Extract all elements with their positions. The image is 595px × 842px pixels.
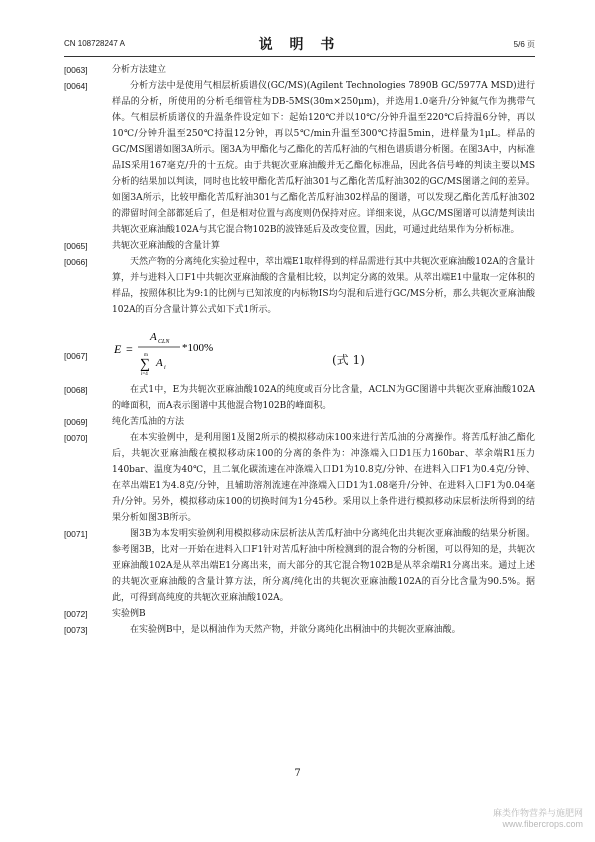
paragraph-number: [0064]: [64, 81, 88, 91]
formula-equation: [104, 322, 264, 380]
site-watermark: [493, 808, 583, 830]
section-title: 说 明 书: [258, 37, 341, 53]
document-body: [64, 62, 535, 638]
formula-denominator: A: [156, 357, 163, 369]
header-rule: [64, 56, 535, 57]
paragraph-0063: [64, 62, 535, 78]
paragraph-0065: [64, 238, 535, 254]
formula-multiplier: *100%: [182, 342, 214, 354]
paragraph-text: 在实验例B中，是以桐油作为天然产物，并欲分离纯化出桐油中的共轭次亚麻油酸。: [130, 625, 461, 635]
paragraph-0066: [64, 254, 535, 318]
paragraph-number: [0072]: [64, 609, 88, 619]
formula-denominator-subscript: i: [164, 365, 166, 371]
sum-upper-limit: m: [144, 353, 148, 358]
paragraph-0073: [64, 622, 535, 638]
paragraph-number: [0065]: [64, 241, 88, 251]
paragraph-number: [0069]: [64, 417, 88, 427]
formula-numerator-subscript: CLN: [158, 339, 170, 345]
paragraph-number: [0070]: [64, 433, 88, 443]
paragraph-text: 分析方法中是使用气相层析质谱仪(GC/MS)(Agilent Technologies 7890B GC/5977A MSD)进行样品的分析，所使用的分析毛细管柱为DB-5MS(30m×250μm)，并选用1.0毫升/分钟氦气作为携带气体。气相层析质谱仪的升温条件设定如下：起始120℃并以10℃/分钟升温至220℃后持温6分钟，再以10℃/分钟升温至250℃持温12分钟，再以5℃/min升温至300℃持温5min，进样量为1μL。样品的GC/MS图谱如图3A所示。图3A为甲酯化与乙酯化的苦瓜籽油的气相色谱质谱分析图。在图3A中，内标准品IS采用167毫克/升的十五烷。由于共轭次亚麻油酸并无乙酯化标准品，因此各信号峰的判读主要以MS分析的结果加以判读，同时也比较甲酯化苦瓜籽油301与乙酯化苦瓜籽油302的GC/MS图谱之间的差异。如图3A所示，比较甲酯化苦瓜籽油301与乙酯化苦瓜籽油302样品的图谱，可以发现乙酯化苦瓜籽油302的滞留时间全部都延后了，但是相对位置与高度则仍保持对应。详细来说，从GC/MS图谱可以清楚判读出共轭次亚麻油酸102A与其它混合物102B的波锋延后及改变位置，因此，可通过此结果作为分析标准。: [112, 81, 535, 235]
paragraph-number: [0066]: [64, 257, 88, 267]
formula-lhs: E: [114, 342, 122, 356]
formula-numerator: A: [150, 331, 157, 343]
paragraph-text: 图3B为本发明实验例利用模拟移动床层析法从苦瓜籽油中分离纯化出共轭次亚麻油酸的结果分析图。参考图3B，比对一开始在进料入口F1针对苦瓜籽油中所检测到的混合物的分析图，可以得知的是，共轭次亚麻油酸102A是从萃出端E1分离出来，而大部分的其它混合物102B是从萃余端R1分离出来。通过上述的共轭次亚麻油酸的含量计算方法，所分离/纯化出的共轭次亚麻油酸102A的百分比含量为90.5%。据此，可得到高纯度的共轭次亚麻油酸102A。: [112, 529, 535, 603]
paragraph-heading: 纯化苦瓜油的方法: [112, 417, 185, 427]
paragraph-number: [0063]: [64, 65, 88, 75]
watermark-title: 麻类作物营养与施肥网: [492, 808, 583, 818]
page-header: [64, 34, 535, 54]
paragraph-number: [0073]: [64, 625, 88, 635]
paragraph-0068: [64, 382, 535, 414]
paragraph-number: [0068]: [64, 385, 88, 395]
page-indicator: 5/6 页: [513, 40, 535, 49]
paragraph-number: [0067]: [64, 351, 88, 361]
publication-number: CN 108728247 A: [64, 39, 125, 48]
paragraph-text: 天然产物的分离纯化实验过程中，萃出端E1取样得到的样品需进行其中共轭次亚麻油酸102A的含量计算，并与进料入口F1中共轭次亚麻油酸的含量相比较，以判定分离的效果。从萃出端E1中量取一定体积的样品，按照体积比为9:1的比例与已知浓度的内标物IS均匀混和后进行GC/MS分析，那么共轭次亚麻油酸102A的百分含量计算公式如下式1所示。: [112, 257, 535, 315]
paragraph-0064: [64, 78, 535, 238]
watermark-url: www.fibercrops.com: [502, 819, 583, 829]
paragraph-text: 在式1中，E为共轭次亚麻油酸102A的纯度或百分比含量，ACLN为GC图谱中共轭次亚麻油酸102A的峰面积，而A表示图谱中其他混合物102B的峰面积。: [112, 385, 535, 411]
paragraph-0070: [64, 430, 535, 526]
sum-lower-limit: i=4: [141, 372, 148, 377]
formula-paragraph-0067: [64, 322, 535, 380]
paragraph-number: [0071]: [64, 529, 88, 539]
paragraph-heading: 实验例B: [112, 609, 146, 619]
page-number: 7: [294, 768, 301, 779]
sum-symbol: ∑: [140, 357, 150, 372]
paragraph-heading: 分析方法建立: [112, 65, 167, 75]
paragraph-0072: [64, 606, 535, 622]
paragraph-heading: 共轭次亚麻油酸的含量计算: [112, 241, 221, 251]
formula-label: (式 1): [332, 353, 365, 367]
paragraph-text: 在本实验例中，是利用图1及图2所示的模拟移动床100来进行苦瓜油的分离操作。将苦瓜籽油乙酯化后，共轭次亚麻油酸在模拟移动床100的分离的条件为：冲涤端入口D1压力160bar、萃余端R1压力140bar、温度为40℃，且二氧化碳流速在冲涤端入口D1为10.8克/分钟、在进料入口F1为0.4克/分钟、在萃出端E1为4.8克/分钟，且辅助溶剂流速在冲涤端入口D1为1.08毫升/分钟、在进料入口F1为0.04毫升/分钟。另外，模拟移动床100的切换时间为1分45秒。采用以上条件进行模拟移动床层析法所得到的结果分析如图3B所示。: [112, 433, 535, 523]
formula-equals: =: [126, 342, 133, 356]
paragraph-0069: [64, 414, 535, 430]
paragraph-0071: [64, 526, 535, 606]
